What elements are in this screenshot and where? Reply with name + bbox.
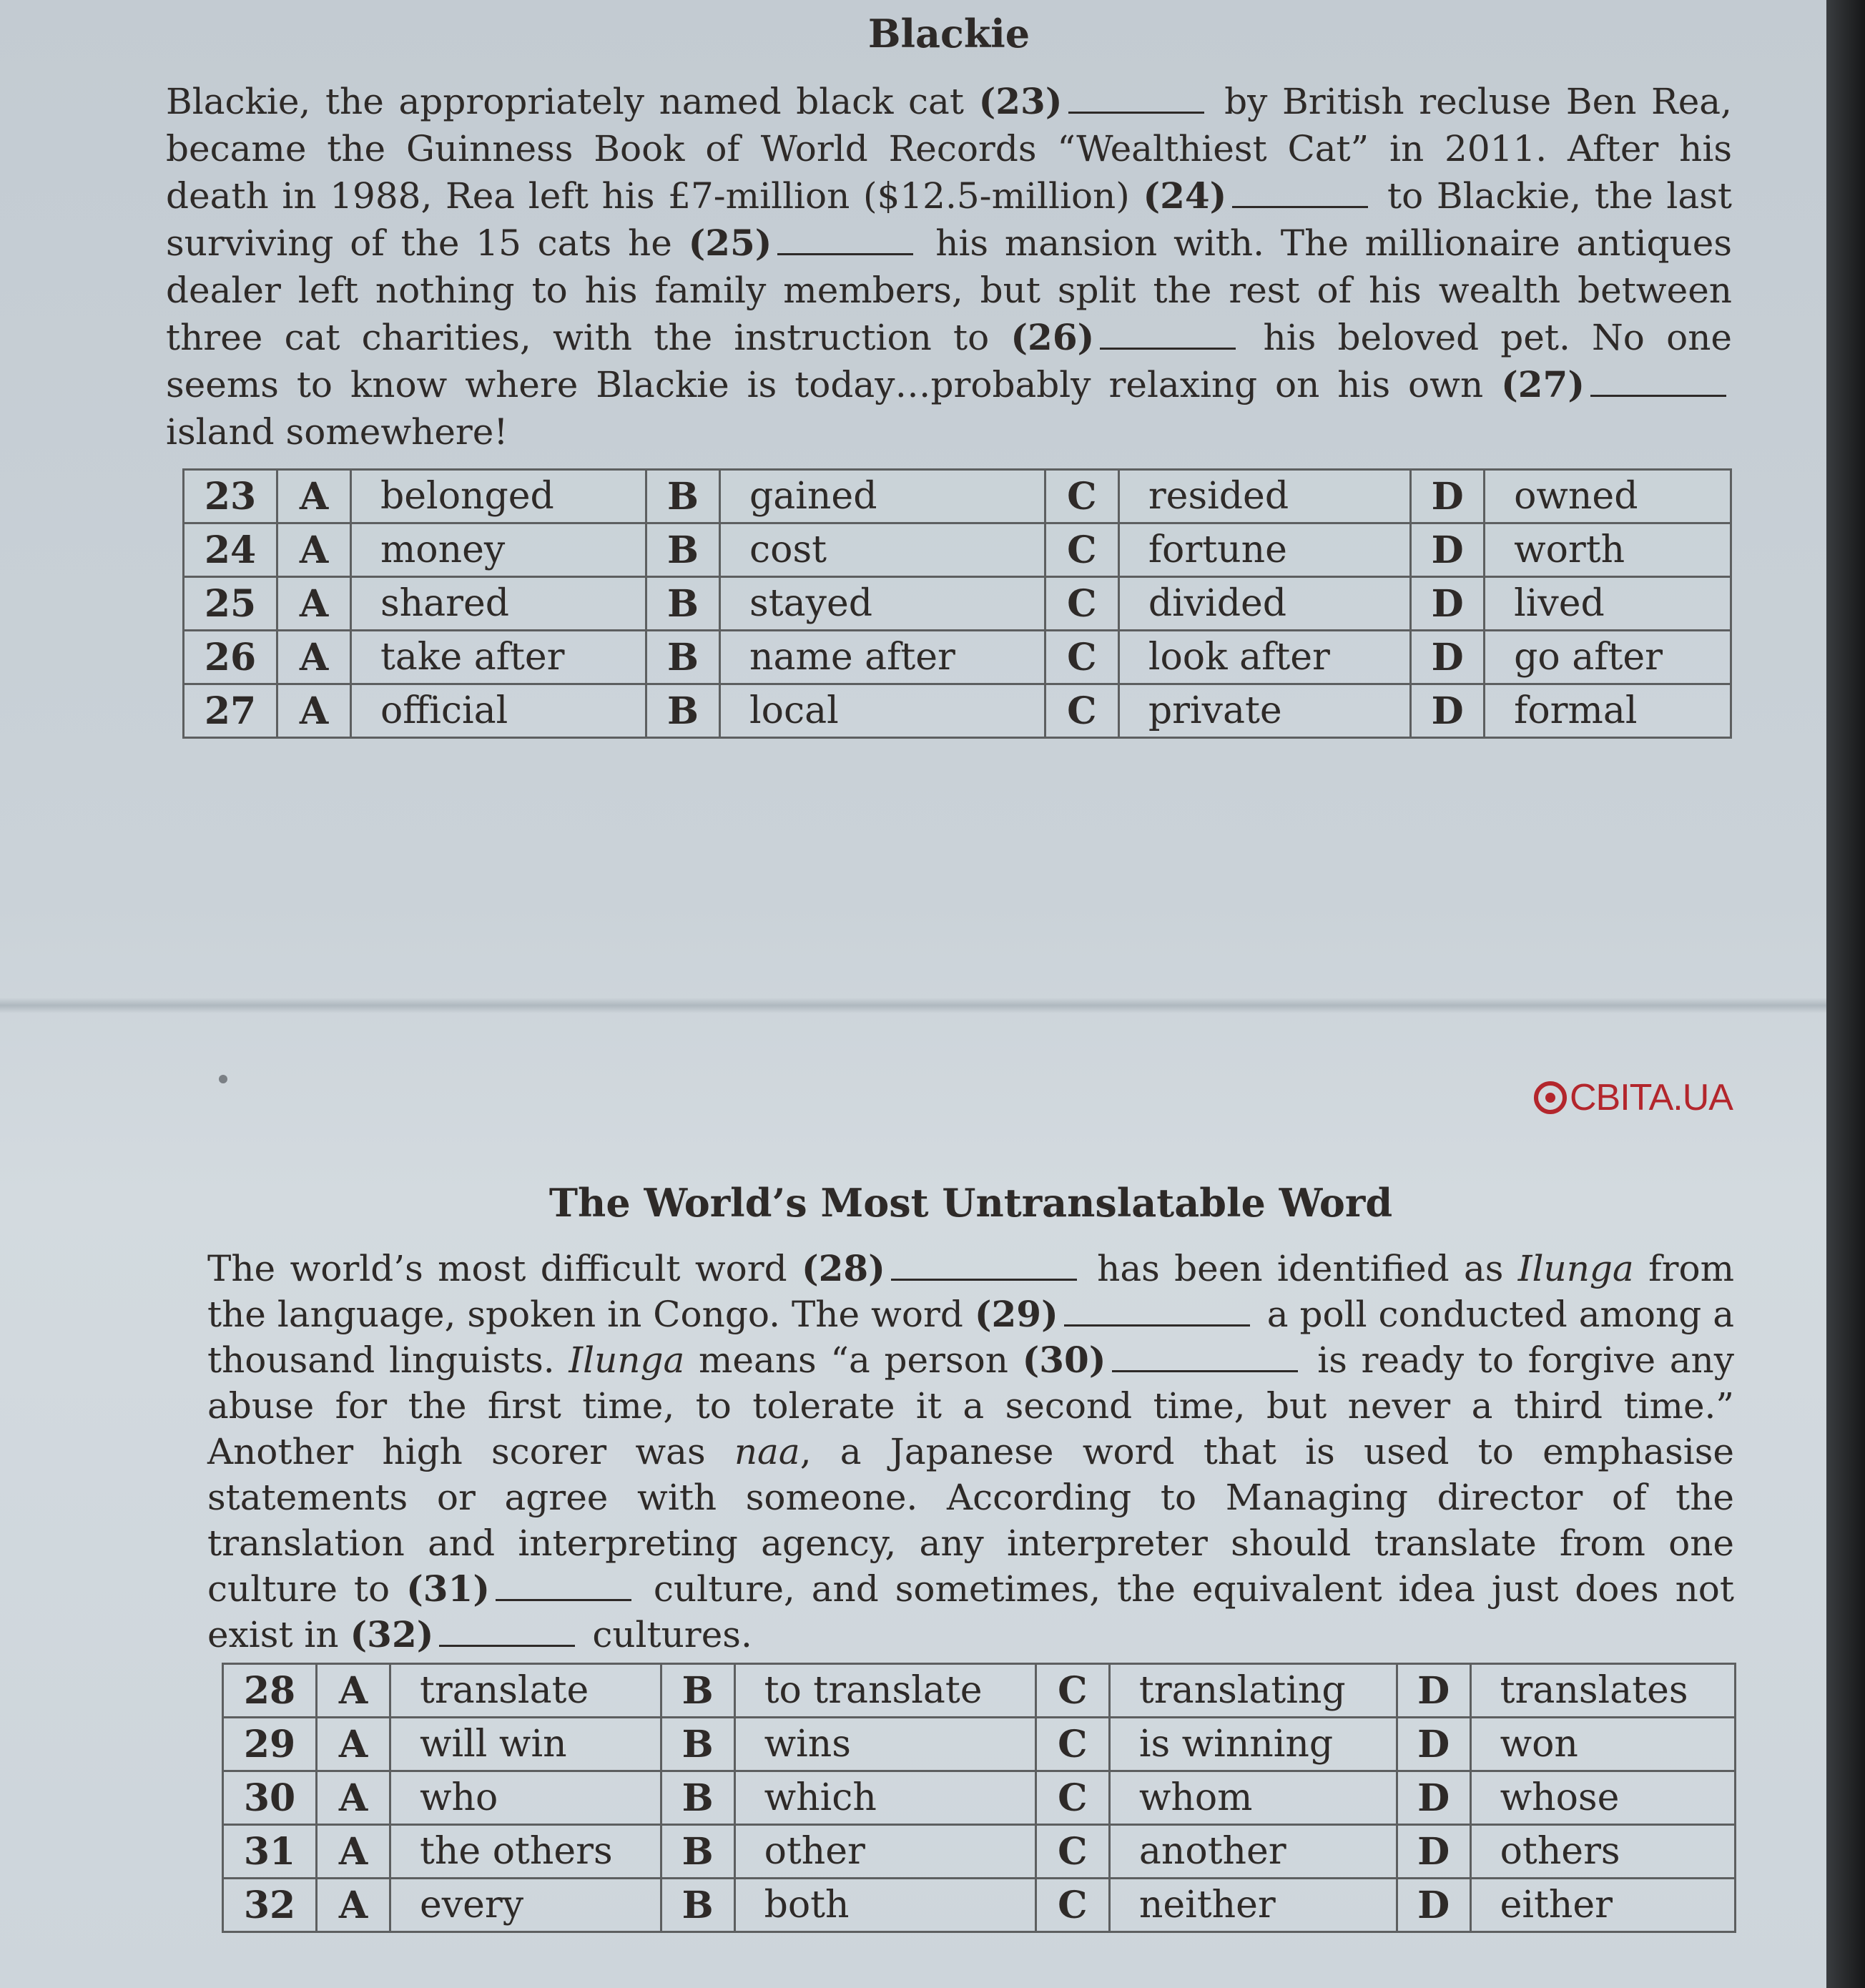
option-letter: C (1045, 577, 1118, 631)
passage-text: his beloved pet. No one seems to know where Blackie is today…probably relaxing on his own (166, 317, 1732, 405)
passage-text: by British recluse Ben Rea, became the Guinness Book of World Records “Wealthiest Cat” in 2011. After his death in 1988, Rea left his £7-million ($12.5-million) (166, 81, 1732, 217)
gap-blank[interactable] (1100, 347, 1236, 350)
option-c[interactable]: whom (1109, 1771, 1397, 1825)
logo-icon (1534, 1081, 1567, 1114)
passage-italic: Ilunga (1517, 1248, 1634, 1289)
passage-text: has been identified as (1082, 1248, 1518, 1289)
option-b[interactable]: cost (720, 523, 1045, 577)
gap-number: (24) (1143, 174, 1227, 217)
option-letter: B (646, 631, 720, 684)
gap-number: (25) (688, 222, 772, 264)
passage-text: is ready to forgive any abuse for the first time, to tolerate it a second time, but never a third time.” Another high scorer was (207, 1339, 1734, 1472)
passage-text: a poll conducted among a thousand linguists. (207, 1294, 1735, 1381)
question-number: 24 (184, 523, 277, 577)
option-letter: C (1045, 523, 1118, 577)
option-b[interactable]: stayed (720, 577, 1045, 631)
option-d[interactable]: worth (1485, 523, 1731, 577)
table-row (184, 631, 1731, 684)
option-letter: B (646, 523, 720, 577)
option-letter: B (646, 470, 720, 523)
question-number: 32 (223, 1879, 317, 1932)
option-a[interactable]: money (351, 523, 646, 577)
option-d[interactable]: owned (1485, 470, 1731, 523)
gap-number: (29) (974, 1293, 1058, 1335)
option-letter: D (1411, 577, 1485, 631)
option-letter: D (1411, 470, 1485, 523)
option-letter: A (317, 1664, 390, 1718)
option-letter: D (1411, 631, 1485, 684)
question-number: 30 (223, 1771, 317, 1825)
option-a[interactable]: who (390, 1771, 661, 1825)
gap-blank[interactable] (1232, 205, 1368, 208)
question-number: 23 (184, 470, 277, 523)
untranslatable-section (207, 1180, 1734, 1658)
option-letter: A (277, 470, 351, 523)
question-number: 27 (184, 684, 277, 738)
table-row (184, 577, 1731, 631)
question-number: 31 (223, 1825, 317, 1879)
gap-blank[interactable] (1068, 111, 1204, 114)
option-letter: D (1397, 1825, 1470, 1879)
page-speck (219, 1075, 227, 1083)
options-table-23-27 (182, 468, 1732, 739)
passage-text: island somewhere! (166, 411, 508, 453)
option-b[interactable]: both (734, 1879, 1035, 1932)
section-title: The World’s Most Untranslatable Word (548, 1180, 1393, 1226)
gap-blank[interactable] (1590, 394, 1726, 397)
question-number: 26 (184, 631, 277, 684)
option-letter: C (1035, 1664, 1109, 1718)
table-row (184, 684, 1731, 738)
options-table-28-32 (222, 1663, 1736, 1933)
option-b[interactable]: name after (720, 631, 1045, 684)
option-letter: A (277, 684, 351, 738)
option-letter: D (1397, 1718, 1470, 1771)
option-letter: D (1397, 1771, 1470, 1825)
question-number: 29 (223, 1718, 317, 1771)
table-row (223, 1879, 1736, 1932)
option-letter: A (317, 1771, 390, 1825)
option-letter: A (277, 577, 351, 631)
table-row (223, 1664, 1736, 1718)
option-d[interactable]: others (1470, 1825, 1735, 1879)
passage-text: Blackie, the appropriately named black cat (166, 81, 979, 122)
passage-text: his mansion with. The millionaire antiques dealer left nothing to his family members, but split the rest of his wealth between three cat charities, with the instruction to (166, 222, 1732, 358)
table-row (184, 523, 1731, 577)
gap-number: (32) (350, 1613, 434, 1655)
option-a[interactable]: shared (351, 577, 646, 631)
option-d[interactable]: either (1470, 1879, 1735, 1932)
option-c[interactable]: neither (1109, 1879, 1397, 1932)
option-a[interactable]: the others (390, 1825, 661, 1879)
option-letter: C (1045, 470, 1118, 523)
table-row (223, 1825, 1736, 1879)
option-a[interactable]: take after (351, 631, 646, 684)
option-c[interactable]: another (1109, 1825, 1397, 1879)
gap-blank[interactable] (496, 1598, 631, 1601)
option-letter: D (1411, 523, 1485, 577)
option-letter: C (1035, 1718, 1109, 1771)
passage-text: to Blackie, the last surviving of the 15 cats he (166, 175, 1732, 264)
gap-number: (26) (1010, 316, 1095, 358)
option-c[interactable]: translating (1109, 1664, 1397, 1718)
table-row (184, 470, 1731, 523)
option-letter: A (317, 1879, 390, 1932)
passage-italic: Ilunga (569, 1339, 685, 1381)
passage-text: means “a person (684, 1339, 1023, 1381)
table-row (223, 1718, 1736, 1771)
option-d[interactable]: formal (1485, 684, 1731, 738)
option-letter: B (661, 1664, 734, 1718)
option-letter: D (1397, 1664, 1470, 1718)
gap-blank[interactable] (439, 1644, 575, 1647)
option-d[interactable]: whose (1470, 1771, 1735, 1825)
table-row (223, 1771, 1736, 1825)
passage-italic: naa (734, 1431, 800, 1472)
question-number: 25 (184, 577, 277, 631)
passage-text: The world’s most difficult word (207, 1248, 802, 1289)
option-letter: B (646, 684, 720, 738)
option-letter: B (661, 1718, 734, 1771)
passage-text: , a Japanese word that is used to emphasise statements or agree with someone. According to Managing director of the translation and interpreting agency, any interpreter should translate from one culture to (207, 1431, 1734, 1610)
option-letter: B (646, 577, 720, 631)
option-b[interactable]: to translate (734, 1664, 1035, 1718)
option-b[interactable]: other (734, 1825, 1035, 1879)
passage (166, 78, 1732, 456)
option-letter: B (661, 1771, 734, 1825)
option-d[interactable]: won (1470, 1718, 1735, 1771)
option-letter: B (661, 1825, 734, 1879)
option-letter: C (1035, 1771, 1109, 1825)
gap-number: (31) (406, 1568, 490, 1610)
logo-text: CBITA.UA (1570, 1077, 1733, 1118)
passage-text: cultures. (581, 1614, 752, 1655)
option-letter: A (317, 1718, 390, 1771)
option-a[interactable]: every (390, 1879, 661, 1932)
option-b[interactable]: local (720, 684, 1045, 738)
page-edge-shadow (1826, 0, 1865, 1988)
gap-number: (30) (1022, 1339, 1106, 1381)
option-c[interactable]: look after (1118, 631, 1410, 684)
option-c[interactable]: resided (1118, 470, 1410, 523)
option-a[interactable]: translate (390, 1664, 661, 1718)
option-b[interactable]: gained (720, 470, 1045, 523)
option-letter: A (317, 1825, 390, 1879)
option-letter: B (661, 1879, 734, 1932)
option-c[interactable]: is winning (1109, 1718, 1397, 1771)
passage-text: from the language, spoken in Congo. The word (207, 1248, 1734, 1335)
passage (207, 1246, 1734, 1658)
option-letter: C (1045, 631, 1118, 684)
option-letter: A (277, 523, 351, 577)
option-c[interactable]: fortune (1118, 523, 1410, 577)
option-d[interactable]: lived (1485, 577, 1731, 631)
option-letter: C (1035, 1825, 1109, 1879)
option-d[interactable]: go after (1485, 631, 1731, 684)
blackie-section (166, 11, 1732, 456)
gap-number: (23) (978, 80, 1063, 122)
option-a[interactable]: official (351, 684, 646, 738)
gap-blank[interactable] (1064, 1324, 1250, 1327)
section-title: Blackie (867, 11, 1030, 56)
option-a[interactable]: belonged (351, 470, 646, 523)
gap-blank[interactable] (1112, 1369, 1298, 1372)
gap-blank[interactable] (891, 1278, 1077, 1281)
option-letter: A (277, 631, 351, 684)
passage-text: culture, and sometimes, the equivalent idea just does not exist in (207, 1568, 1735, 1655)
site-logo (1534, 1076, 1733, 1119)
page-fold (0, 998, 1826, 1013)
gap-blank[interactable] (777, 252, 913, 255)
option-letter: D (1411, 684, 1485, 738)
option-c[interactable]: divided (1118, 577, 1410, 631)
option-letter: D (1397, 1879, 1470, 1932)
gap-number: (27) (1501, 363, 1585, 405)
option-letter: C (1045, 684, 1118, 738)
option-d[interactable]: translates (1470, 1664, 1735, 1718)
option-b[interactable]: wins (734, 1718, 1035, 1771)
gap-number: (28) (801, 1247, 885, 1289)
option-letter: C (1035, 1879, 1109, 1932)
option-b[interactable]: which (734, 1771, 1035, 1825)
question-number: 28 (223, 1664, 317, 1718)
option-a[interactable]: will win (390, 1718, 661, 1771)
option-c[interactable]: private (1118, 684, 1410, 738)
